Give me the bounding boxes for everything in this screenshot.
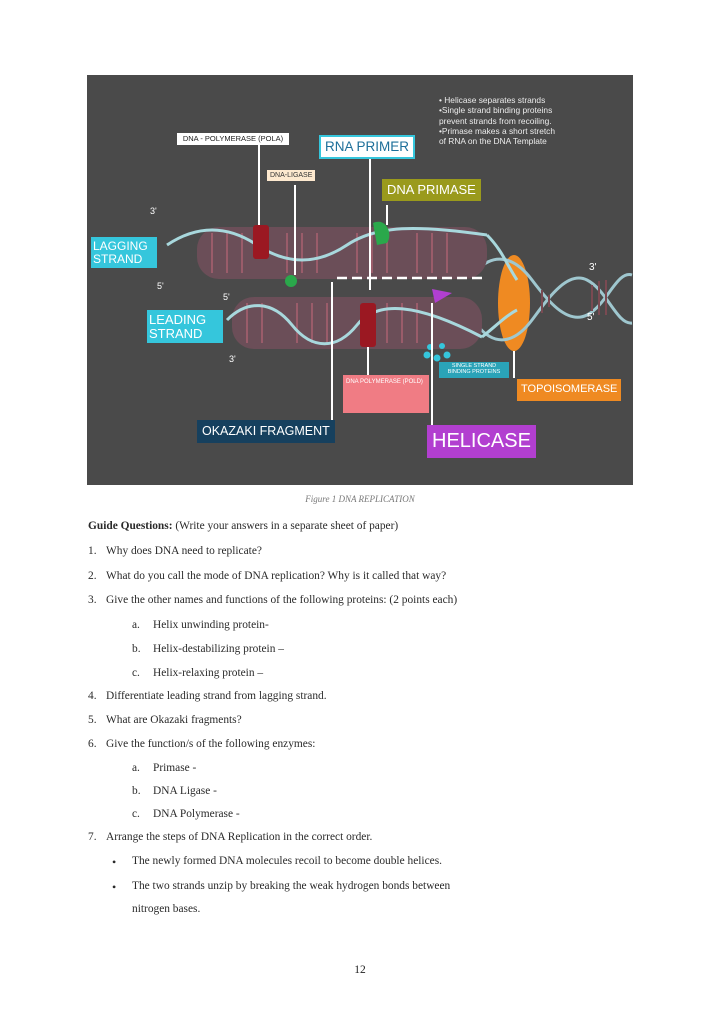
question-text: Arrange the steps of DNA Replication in the correct order.: [106, 831, 373, 843]
end-label: 5': [587, 312, 595, 323]
sub-question-text: Helix-destabilizing protein –: [153, 643, 284, 655]
guide-heading: Guide Questions:: [88, 520, 173, 532]
label-lagging-strand: LAGGING STRAND: [91, 237, 157, 268]
label-rna-primer: RNA PRIMER: [319, 135, 415, 159]
sub-question-letter: a.: [132, 762, 140, 774]
label-dna-primase: DNA PRIMASE: [382, 179, 481, 201]
question-number: 4.: [88, 690, 97, 702]
question-6a: [132, 762, 196, 774]
sub-question-text: Helix-relaxing protein –: [153, 667, 264, 679]
question-6c: [132, 808, 240, 820]
label-okazaki-fragment: OKAZAKI FRAGMENT: [197, 420, 335, 443]
note-line: •Primase makes a short stretch: [439, 125, 556, 136]
question-6: [88, 738, 315, 750]
question-number: 1.: [88, 545, 97, 557]
question-6b: [132, 785, 217, 797]
bullet-text: The newly formed DNA molecules recoil to become double helices.: [132, 855, 442, 867]
question-3: [88, 594, 457, 606]
label-topoisomerase: TOPOISOMERASE: [517, 379, 621, 401]
label-helicase: HELICASE: [427, 425, 536, 458]
question-4: [88, 690, 327, 702]
question-2: [88, 570, 446, 582]
question-3b: [132, 643, 284, 655]
question-7-bullet-1: [112, 855, 442, 867]
question-text: Give the function/s of the following enzymes:: [106, 738, 316, 750]
question-number: 6.: [88, 738, 97, 750]
question-7: [88, 831, 372, 843]
end-label: 5': [223, 292, 230, 302]
note-line: of RNA on the DNA Template: [439, 136, 547, 146]
note-line: prevent strands from recoiling.: [439, 115, 552, 126]
note-line: •Single strand binding proteins: [439, 105, 553, 116]
question-7-bullet-2-continued: nitrogen bases.: [132, 903, 201, 915]
question-3a: [132, 619, 269, 631]
sub-question-text: DNA Polymerase -: [153, 808, 240, 820]
end-label: 3': [229, 354, 236, 364]
label-single-strand-binding: SINGLE STRAND BINDING PROTEINS: [439, 362, 509, 378]
note-line: • Helicase separates strands: [439, 95, 546, 105]
question-text: Differentiate leading strand from lagging strand.: [106, 690, 327, 702]
sub-question-text: DNA Ligase -: [153, 785, 217, 797]
label-leading-strand: LEADING STRAND: [147, 310, 223, 343]
question-number: 2.: [88, 570, 97, 582]
sub-question-letter: b.: [132, 643, 141, 655]
guide-heading-line: [88, 520, 398, 532]
sub-question-text: Helix unwinding protein-: [153, 619, 269, 631]
guide-instruction: (Write your answers in a separate sheet of paper): [175, 520, 399, 532]
sub-question-letter: b.: [132, 785, 141, 797]
sub-question-letter: c.: [132, 667, 140, 679]
question-1: [88, 545, 262, 557]
question-3c: [132, 667, 263, 679]
label-dna-polymerase-pola: DNA - POLYMERASE (POLA): [177, 133, 289, 145]
sub-question-letter: a.: [132, 619, 140, 631]
end-label: 3': [150, 206, 157, 216]
bullet-icon: •: [112, 855, 117, 869]
question-number: 5.: [88, 714, 97, 726]
question-5: [88, 714, 242, 726]
label-dna-ligase: DNA-LIGASE: [267, 170, 315, 181]
end-label: 3': [589, 262, 597, 273]
figure-caption: Figure 1 DNA REPLICATION: [305, 494, 415, 504]
question-text: Why does DNA need to replicate?: [106, 545, 262, 557]
question-text: What do you call the mode of DNA replication? Why is it called that way?: [106, 570, 447, 582]
end-label: 5': [157, 281, 164, 291]
question-number: 7.: [88, 831, 97, 843]
polymerase-pola-shape: [253, 225, 269, 259]
figure-notes: [439, 95, 619, 146]
question-7-bullet-2: [112, 880, 450, 892]
dna-replication-figure: [87, 75, 633, 485]
question-number: 3.: [88, 594, 97, 606]
polymerase-pold-shape: [360, 303, 376, 347]
bullet-text: The two strands unzip by breaking the weak hydrogen bonds between: [132, 880, 451, 892]
label-dna-polymerase-pold: DNA POLYMERASE (POLD): [343, 375, 429, 413]
question-text: What are Okazaki fragments?: [106, 714, 242, 726]
sub-question-text: Primase -: [153, 762, 197, 774]
sub-question-letter: c.: [132, 808, 140, 820]
ligase-shape: [285, 275, 297, 287]
page-number: 12: [354, 964, 366, 976]
question-text: Give the other names and functions of the following proteins: (2 points each): [106, 594, 458, 606]
bullet-icon: •: [112, 880, 117, 894]
